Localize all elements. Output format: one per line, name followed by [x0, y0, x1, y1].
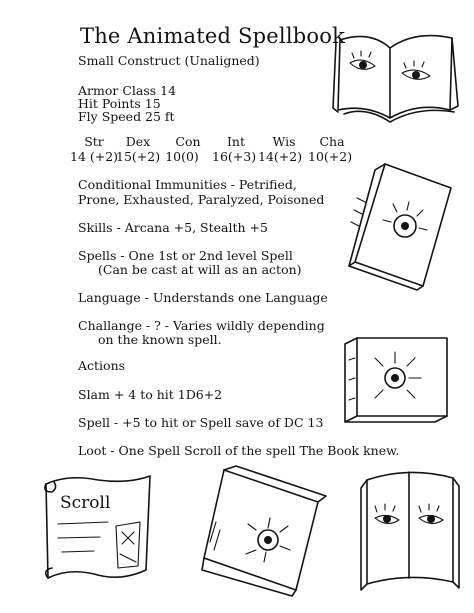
- scroll-label: Scroll: [60, 493, 111, 513]
- action-spell: Spell - +5 to hit or Spell save of DC 13: [78, 415, 324, 430]
- spells-line2: (Can be cast at will as an acton): [98, 262, 302, 277]
- loot: Loot - One Spell Scroll of the spell The Book knew.: [78, 443, 400, 458]
- ability-name: Str: [84, 134, 104, 149]
- ability-name: Cha: [319, 134, 345, 149]
- fly-speed: Fly Speed 25 ft: [78, 109, 175, 124]
- ability-value: 14(+2): [258, 149, 303, 164]
- condition-immunities-line1: Conditional Immunities - Petrified,: [78, 177, 297, 192]
- book-eye-icon: [335, 330, 460, 425]
- ability-name: Wis: [272, 134, 296, 149]
- page-title: The Animated Spellbook: [80, 24, 346, 48]
- armor-class: Armor Class 14: [78, 83, 177, 98]
- book-eyes-icon: [355, 462, 465, 597]
- ability-value: 10(0): [165, 149, 199, 164]
- action-slam: Slam + 4 to hit 1D6+2: [78, 387, 223, 402]
- challenge-line1: Challange - ? - Varies wildly depending: [78, 318, 325, 333]
- open-book-eyes-icon: [330, 18, 465, 128]
- language: Language - Understands one Language: [78, 290, 328, 305]
- ability-name: Int: [226, 134, 245, 149]
- ability-scores: [70, 134, 370, 168]
- tilted-book-eye-icon: [345, 158, 460, 293]
- hit-points: Hit Points 15: [78, 96, 161, 111]
- flying-book-icon: [200, 462, 335, 597]
- ability-value: 14 (+2): [70, 149, 119, 164]
- condition-immunities-line2: Prone, Exhausted, Paralyzed, Poisoned: [78, 192, 325, 207]
- scroll-icon: [38, 470, 158, 590]
- skills: Skills - Arcana +5, Stealth +5: [78, 220, 268, 235]
- ability-name: Con: [175, 134, 201, 149]
- challenge-line2: on the known spell.: [98, 332, 222, 347]
- creature-type: Small Construct (Unaligned): [78, 53, 260, 68]
- ability-value: 10(+2): [308, 149, 353, 164]
- spells-line1: Spells - One 1st or 2nd level Spell: [78, 248, 293, 263]
- actions-heading: Actions: [78, 358, 126, 373]
- ability-value: 16(+3): [212, 149, 257, 164]
- ability-value: 15(+2): [116, 149, 161, 164]
- ability-name: Dex: [125, 134, 151, 149]
